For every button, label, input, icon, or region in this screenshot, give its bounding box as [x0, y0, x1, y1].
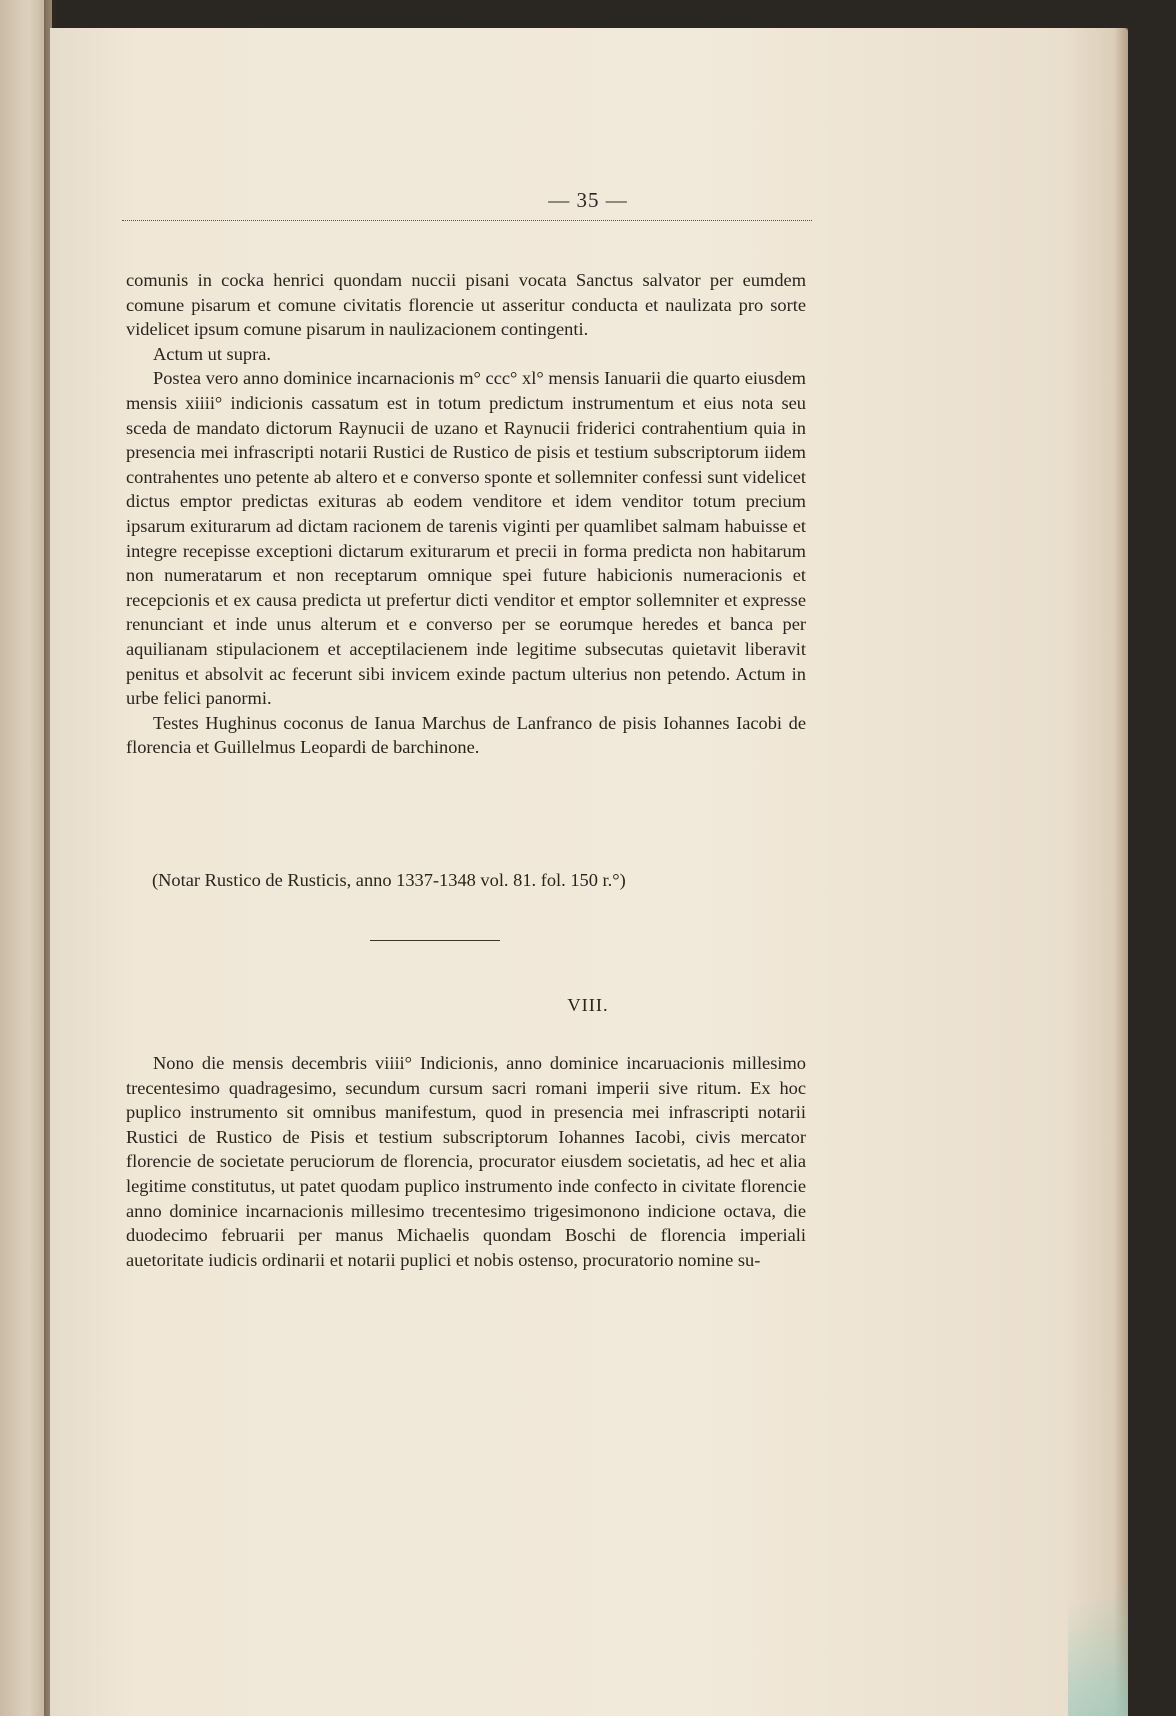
page-edge-shading	[1114, 28, 1128, 1716]
paragraph-testes: Testes Hughinus coconus de Ianua Marchus de Lanfranco de pisis Iohannes Iacobi de florencia et Guillelmus Leopardi de barchinone.	[126, 712, 806, 758]
section-heading: VIII.	[567, 995, 609, 1015]
source-citation: (Notar Rustico de Rusticis, anno 1337-1348 vol. 81. fol. 150 r.°)	[152, 870, 626, 890]
page-number: — 35 —	[548, 188, 628, 212]
header-dotted-rule	[122, 220, 812, 221]
paragraph-actum: Actum ut supra.	[153, 343, 271, 364]
paragraph-continuation: comunis in cocka henrici quondam nuccii pisani vocata Sanctus salvator per eumdem comune pisarum et comune civitatis florencie ut asseritur conducta et naulizata pro sorte videlicet ipsum comune pisarum in naulizacionem contingenti.	[126, 270, 806, 340]
main-text	[126, 268, 806, 760]
paragraph-postea: Postea vero anno dominice incarnacionis m° ccc° xl° mensis Ianuarii die quarto eiusdem mensis xiiii° indicionis cassatum est in totum predictum instrumentum et eius nota seu sceda de mandato dictorum Raynucii de uzano et Raynucii friderici contrahentium quia in presencia mei infrascripti notarii Rustici de Rustico de pisis et testium subscriptorum iidem contrahentes uno petente ab altero et e converso sponte et sollemniter confessi sunt videlicet dictus emptor predictas exituras ab eodem venditore et idem venditor totum precium ipsarum exiturarum ad dictam racionem de tarenis viginti per quamlibet salmam habuisse et integre recepisse exceptioni dictarum exiturarum et precii in forma predicta non habitarum non numeratarum et non receptarum omnique spei future habicionis numeracionis et recepcionis et ex causa predicta ut prefertur dicti venditor et emptor sollemniter et expresse renunciant et inde unus alterum et e converso per se eorumque heredes et banca per aquilianam stipulacionem et acceptilacienem inde legitime subsecutas quietavit liberavit penitus et absolvit ac fecerunt sibi invicem exinde pactum ulterius non petendo. Actum in urbe felici panormi.	[126, 368, 806, 709]
section-divider	[370, 940, 500, 941]
page-corner-stain	[1068, 1546, 1128, 1716]
paragraph-nono: Nono die mensis decembris viiii° Indicionis, anno dominice incaruacionis millesimo trecentesimo quadragesimo, secundum cursum sacri romani imperii sive ritum. Ex hoc puplico instrumento sit omnibus manifestum, quod in presencia mei infrascripti notarii Rustici de Rustico de Pisis et testium subscriptorum Iohannes Iacobi, civis mercator florencie de societate peruciorum de florencia, procurator eiusdem societatis, ad hec et alia legitime constitutus, ut patet quodam puplico instrumento inde confecto in civitate florencie anno dominice incarnacionis millesimo trecentesimo trigesimonono indicione octava, die duodecimo februarii per manus Michaelis quondam Boschi de florencia imperiali auetoritate iudicis ordinarii et notarii puplici et nobis ostenso, procuratorio nomine su-	[126, 1053, 806, 1270]
section-text	[126, 1051, 806, 1272]
